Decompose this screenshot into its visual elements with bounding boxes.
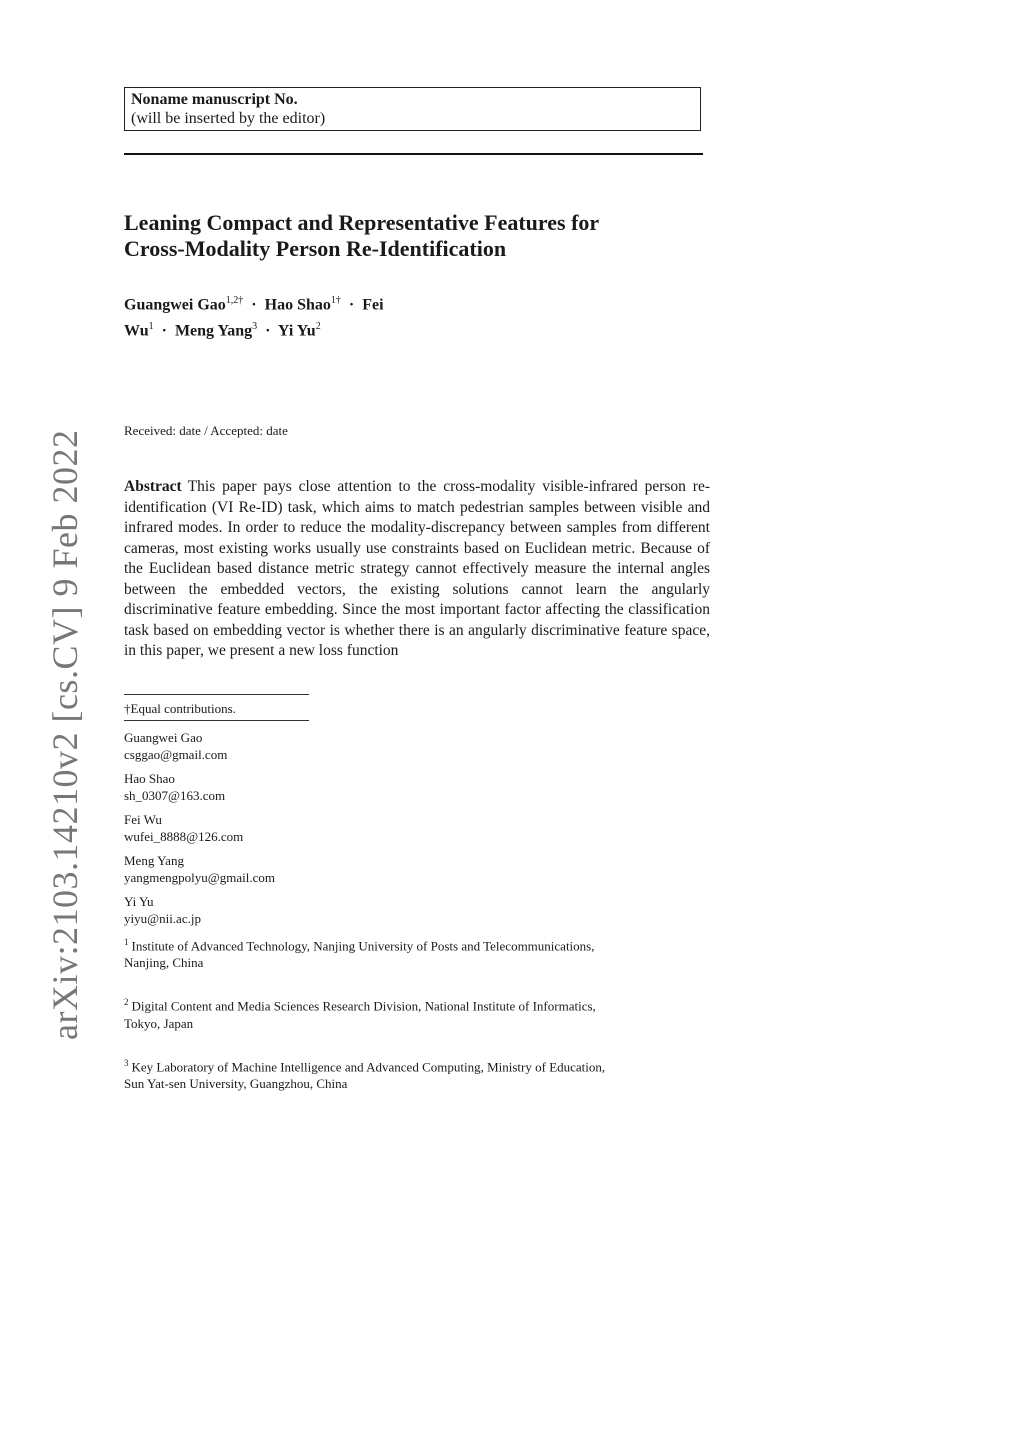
paper-title [124,210,724,262]
author-sup: 2 [315,321,321,333]
manuscript-line1: Noname manuscript No. [131,91,298,108]
contact-item [124,770,275,804]
manuscript-box [124,87,701,131]
arxiv-stamp: arXiv:2103.14210v2 [cs.CV] 9 Feb 2022 [45,429,85,1040]
author-sup: 1,2† [225,295,244,306]
author-name: Yi Yu [277,322,316,340]
affiliation-line1: Digital Content and Media Sciences Research Division, National Institute of Informatics, [131,998,596,1014]
affiliation-line1: Institute of Advanced Technology, Nanjing University of Posts and Telecommunications, [131,938,595,954]
footnote-rule [124,694,309,695]
author-separator: · [251,296,257,314]
author-sup: 3 [252,321,258,333]
author-line2 [124,316,724,342]
abstract [124,477,710,662]
contact-email: csggao@gmail.com [124,747,228,762]
affiliation-number: 3 [124,1057,129,1068]
affiliation-item [124,934,704,971]
author-separator: · [348,296,355,314]
author-name: Guangwei Gao [124,296,226,314]
affiliation-line1: Key Laboratory of Machine Intelligence and Advanced Computing, Ministry of Education, [131,1058,606,1074]
contact-name: Hao Shao [124,771,175,786]
author-name-part: Fei [362,296,384,314]
abstract-text: This paper pays close attention to the cross-modality visible-infrared person re-identification (VI Re-ID) task, which aims to match pedestrian samples between visible and infrared modes. In order to reduce the modality-discrepancy between samples from different cameras, most existing works usually use constraints based on Euclidean metric. Because of the Euclidean based distance metric strategy cannot effectively measure the internal angles between the embedded vectors, the existing solutions cannot learn the angularly discriminative feature embedding. Since the most important factor affecting the classification task based on embedding vector is whether there is an angularly discriminative feature space, in this paper, we present a new loss function [124,478,710,659]
contact-name: Yi Yu [124,894,154,909]
abstract-heading: Abstract [124,478,182,495]
title-line1: Leaning Compact and Representative Features for [124,210,600,235]
contact-list [124,729,275,934]
author-name: Meng Yang [174,322,253,340]
affiliation-line2: Sun Yat-sen University, Guangzhou, China [124,1075,348,1091]
author-list [124,290,724,343]
affiliation-line2: Tokyo, Japan [124,1015,194,1031]
contact-item [124,729,275,763]
title-line2: Cross-Modality Person Re-Identification [124,236,507,261]
affiliation-line2: Nanjing, China [124,955,204,971]
contact-name: Guangwei Gao [124,730,203,745]
contact-email: sh_0307@163.com [124,788,226,803]
contact-email: yiyu@nii.ac.jp [124,911,201,926]
footnote-rule [124,720,309,721]
author-sup: 1 [148,321,154,333]
contact-item [124,893,275,927]
contact-email: wufei_8888@126.com [124,829,244,844]
affiliation-number: 2 [124,997,129,1008]
affiliation-list [124,934,704,1115]
author-separator: · [161,322,167,340]
received-date: Received: date / Accepted: date [124,423,288,438]
contact-name: Meng Yang [124,853,184,868]
contact-item [124,852,275,886]
author-sup: 1† [330,295,341,306]
header-rule [124,153,703,155]
contact-email: yangmengpolyu@gmail.com [124,870,275,885]
author-separator: · [265,322,271,340]
author-name-part: Wu [124,322,149,340]
affiliation-item [124,1055,704,1092]
equal-contribution-note: †Equal contributions. [124,701,236,716]
author-line1 [124,290,724,316]
affiliation-item [124,994,704,1031]
manuscript-line2: (will be inserted by the editor) [131,110,326,127]
affiliation-number: 1 [124,937,129,947]
author-name: Hao Shao [264,296,331,314]
contact-name: Fei Wu [124,812,162,827]
contact-item [124,811,275,845]
